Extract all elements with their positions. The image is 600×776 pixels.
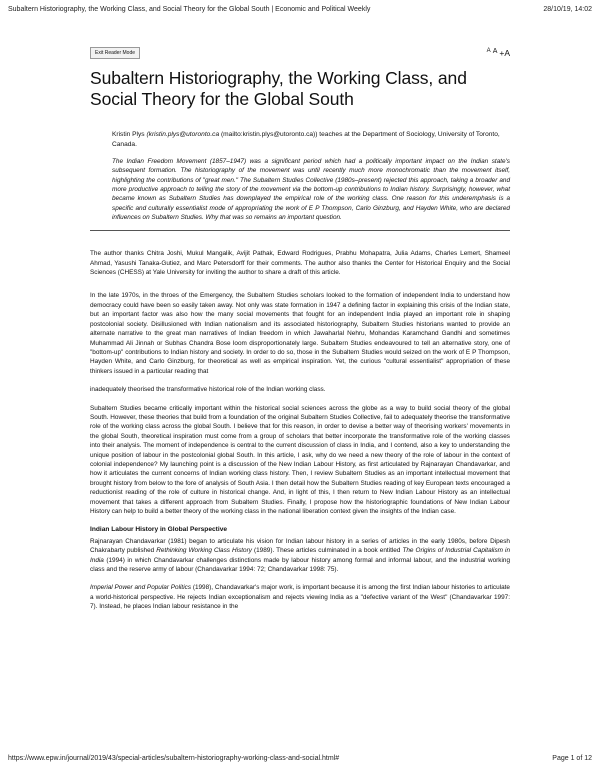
divider xyxy=(90,230,510,231)
author-info xyxy=(112,130,510,149)
print-header xyxy=(8,6,592,13)
reader-toolbar xyxy=(90,44,510,62)
print-page-indicator: Page 1 of 12 xyxy=(552,755,592,762)
book-title-imperial: Imperial Power and Popular Politics xyxy=(90,584,192,592)
author-mailto-link[interactable]: (mailto:kristin.plys@utoronto.ca)) xyxy=(220,131,318,138)
article-body xyxy=(90,249,510,611)
section-paragraph-1: Rajnarayan Chandavarkar (1981) began to articulate his vision for Indian labour history in a series of articles in the early 1980s, before Dipesh Chakrabarty published Rethinking Working Class History (1989). These articles culminated in a book entitled The Origins of Industrial Capitalism in India (1994) in which Chandavarkar challenges distinctions made by labour history among formal and informal labour, and the industrial working class and the reserve army of labour (Chandavarkar 1994: 72; Chandavarkar 1998: 75). xyxy=(90,537,511,574)
print-page-title: Subaltern Historiography, the Working Class, and Social Theory for the Global South | Economic and Political Weekly xyxy=(8,6,371,13)
section-paragraph-2: Imperial Power and Popular Politics (1998), Chandavarkar's major work, is important because it is among the first Indian labour histories to articulate a world-historical perspective. He rejects Indian exceptionalism and rejects viewing India as a "defective variant of the West" (Chandavarkar 1997: 7). Instead, he places Indian labour resistance in the xyxy=(90,584,510,611)
author-email-link[interactable]: (kristin.plys@utoronto.ca xyxy=(146,131,220,138)
paragraph-2: inadequately theorised the transformative historical role of the Indian working class. xyxy=(90,386,326,394)
paragraph-3: Subaltern Studies became critically important within the historical social sciences across the globe as a way to build social theory of the global South. However, these theories that build from a foundation of the original Subaltern Studies Collective, fail to adequately theorise the transformative role of the working class across the global South. I believe that for this reason, in order to devise a better way of theorising workers' movements in the global South, theoretical inspiration must come from a group of scholars that better incorporate the transformative role of the working classes into their analysis. The moment of independence is central to the current discussion of class in India, and I contend, also a key to understanding the unique position of labour in the postcolonial global South. In this article, I ask, why do we need a new theory of the role of labour in the context of colonial independence? My launching point is a discussion of the New Indian Labour History, as first articulated by Rajnarayan Chandavarkar, and how it articulates the current concerns of Indian working class history. Then, I review Subaltern Studies as an important intellectual movement that brought history from below to the fore of analysis of South Asia. I then detail how the Subaltern Studies reading of key European texts encouraged a reductionist reading of the role of culture in historical change. And, in light of this, I then return to New Indian Labour History as an intellectual movement that takes a different approach from Subaltern Studies. Finally, I propose how the historiographic foundations of New Indian Labour History can help to build a better theory of the working class in the national liberation context given the insights of the Indian case. xyxy=(90,404,510,516)
reader-page xyxy=(90,44,510,621)
book-title-origins: The Origins of Industrial Capitalism in India xyxy=(90,547,511,564)
font-decrease-button[interactable]: A xyxy=(486,48,491,54)
font-size-controls xyxy=(487,48,510,58)
section-heading: Indian Labour History in Global Perspective xyxy=(90,526,228,534)
article-abstract: The Indian Freedom Movement (1857–1947) was a significant period which had a politically important impact on the Indian state's subsequent formation. The historiography of the movement was until recently much more monochromatic than the movement itself, highlighting the contributions of "great men." The Subaltern Studies Collective (1980s–present) rejected this approach, taking a broader and more productive approach to telling the story of the movement via the bottom-up contributions to Indian history. Surprisingly, however, what became known as Subaltern Studies has downplayed the empirical role of the working class. One reason for this underemphasis is a specific and culturally essentialist mode of appropriating the work of E P Thompson, Carlo Ginzburg, and Hayden White, who are declared influences on Subaltern Studies. Why that was so remains an important question. xyxy=(112,158,510,221)
font-default-button[interactable]: A xyxy=(492,48,498,55)
paragraph-1: In the late 1970s, in the throes of the Emergency, the Subaltern Studies scholars looked to the formation of independent India to understand how democracy could have been so easily taken away. Not only was state formation in 1947 a defining factor in explaining this crisis of the Indian state, but an important factor was also how the many social movements that fought for an independent India played an important role in shaping postcolonial society. Disillusioned with Indian nationalism and its associated historiography, Subaltern Studies historians wanted to provide an alternate narrative to the great man narratives of Indian freedom in which Jawaharlal Nehru, Mohandas Karamchand Gandhi and sometimes Muhammad Ali Jinnah or Subhas Chandra Bose loom disproportionately large. Subaltern Studies endeavoured to tell an alternative story, one of "bottom-up" contributions to Indian history and society. In order to do so, those in the Subaltern Studies would seized on the work of E P Thompson, Hayden White, and Carlo Ginzburg, for theoretical as well as empirical inspiration. Yet, the curious "cultural essentialist" appropriation of these thinkers issued in a particular reading that xyxy=(90,292,510,375)
print-datetime: 28/10/19, 14:02 xyxy=(543,6,592,13)
exit-reader-mode-button[interactable]: Exit Reader Mode xyxy=(90,47,140,59)
author-affiliation: teaches at the Department of Sociology, University of Toronto, Canada. xyxy=(112,131,500,148)
book-title-rethinking: Rethinking Working Class History xyxy=(156,547,252,555)
print-url: https://www.epw.in/journal/2019/43/special-articles/subaltern-historiography-working-class-and-social.html# xyxy=(8,755,340,762)
article-title: Subaltern Historiography, the Working Class, and Social Theory for the Global South xyxy=(90,68,467,109)
author-name: Kristin Plys xyxy=(112,131,145,138)
font-increase-button[interactable]: +A xyxy=(499,48,510,58)
print-footer xyxy=(8,755,592,762)
acknowledgement: The author thanks Chitra Joshi, Mukul Mangalik, Avijit Pathak, Edward Rodrigues, Prabhu Mohapatra, Julia Adams, Charles Lemert, Shameel Ahmad, Yasushi Tanaka-Gutiez, and Marc Petersdorff for their comments. The author also thanks the Center for Historical Enquiry and the Social Sciences (CHESS) at Yale University for inviting the author to share a draft of this article. xyxy=(90,250,510,277)
